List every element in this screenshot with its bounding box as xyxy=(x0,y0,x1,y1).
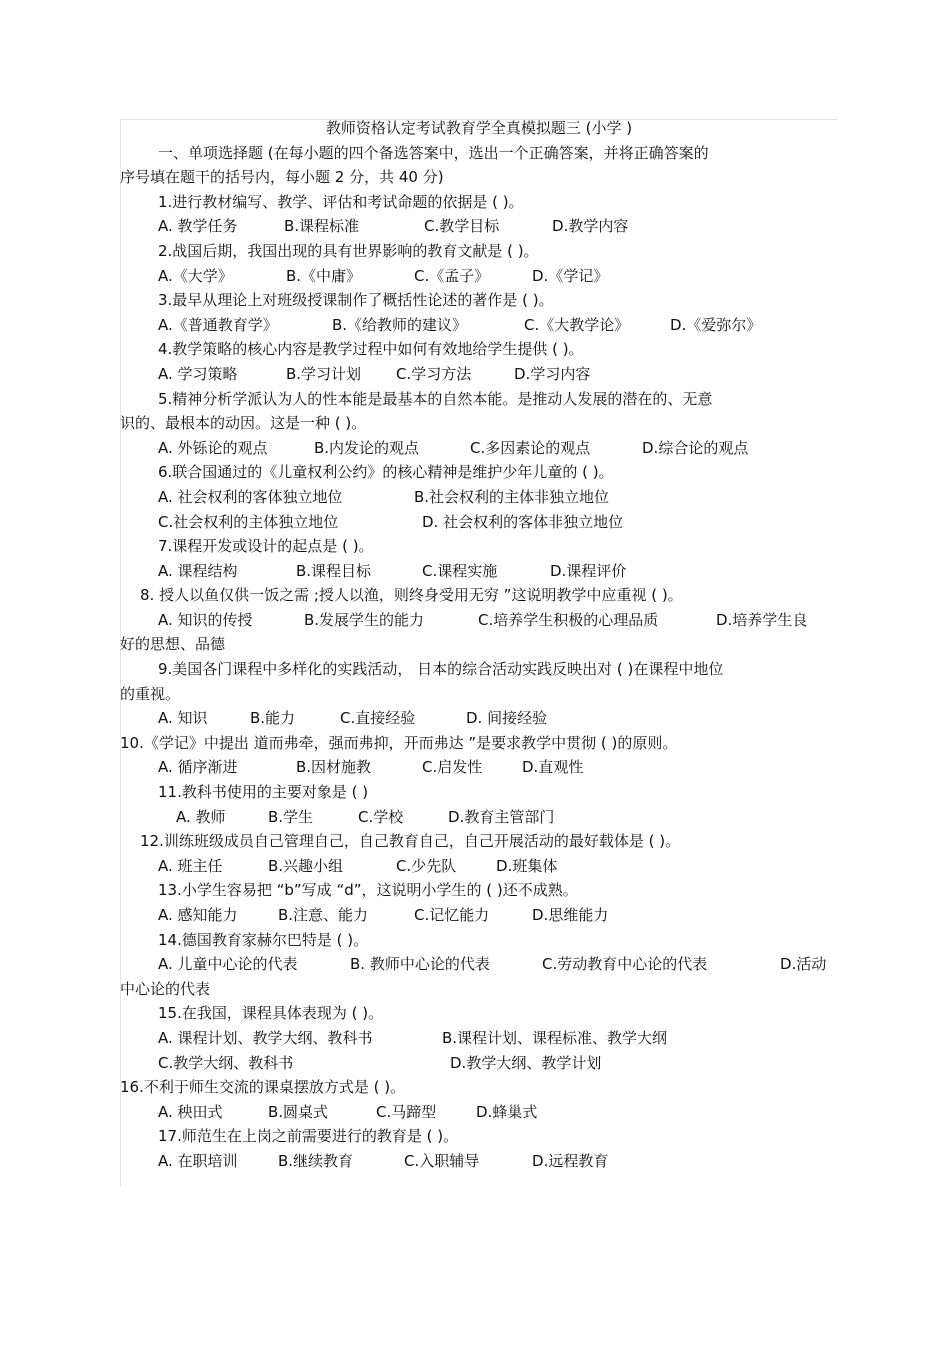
document-page xyxy=(120,116,838,1174)
question-6-stem: 6.联合国通过的《儿童权利公约》的核心精神是维护少年儿童的 ( )。 xyxy=(158,463,614,482)
option-b: B.因材施教 xyxy=(296,758,372,777)
question-6-options-row2 xyxy=(120,510,838,535)
document-title: 教师资格认定考试教育学全真模拟题三 (小学 ) xyxy=(325,119,633,137)
question-14-stem: 14.德国教育家赫尔巴特是 ( )。 xyxy=(158,930,369,949)
option-b: B.圆桌式 xyxy=(268,1102,329,1121)
question-1-options xyxy=(120,214,838,239)
section-heading xyxy=(120,141,838,190)
option-a: A.《大学》 xyxy=(158,266,233,285)
option-a: A. 课程计划、教学大纲、教科书 xyxy=(158,1028,373,1047)
option-d: D.直观性 xyxy=(522,758,584,777)
option-c: C.马蹄型 xyxy=(376,1102,437,1121)
question-3-options xyxy=(120,313,838,338)
option-d: D.活动 xyxy=(780,955,827,974)
option-d: D.教育主管部门 xyxy=(448,807,555,826)
option-d: D. 社会权利的客体非独立地位 xyxy=(422,512,624,531)
question-8-options xyxy=(120,608,838,657)
question-15-options-row2 xyxy=(120,1051,838,1076)
option-a: A. 教学任务 xyxy=(158,217,238,236)
question-15-options-row1 xyxy=(120,1026,838,1051)
question-17-stem: 17.师范生在上岗之前需要进行的教育是 ( )。 xyxy=(158,1127,459,1146)
option-b: B.内发论的观点 xyxy=(314,438,420,457)
question-13-options xyxy=(120,903,838,928)
option-c: C.启发性 xyxy=(422,758,483,777)
question-14-options-continued: 中心论的代表 xyxy=(120,979,211,998)
question-8-options-continued: 好的思想、品德 xyxy=(120,635,226,654)
question-16-stem: 16.不利于师生交流的课桌摆放方式是 ( )。 xyxy=(120,1078,406,1097)
question-17-options xyxy=(120,1149,838,1174)
question-9-stem xyxy=(120,657,838,706)
option-b: B.兴趣小组 xyxy=(268,856,344,875)
question-14-options xyxy=(120,952,838,1001)
question-15-stem: 15.在我国，课程具体表现为 ( )。 xyxy=(158,1004,384,1023)
question-2-stem: 2.战国后期，我国出现的具有世界影响的教育文献是 ( )。 xyxy=(158,241,539,260)
option-c: C.《大教学论》 xyxy=(524,315,630,334)
option-a: A. 教师 xyxy=(176,807,226,826)
option-d: D.课程评价 xyxy=(550,561,627,580)
option-a: A. 儿童中心论的代表 xyxy=(158,955,298,974)
option-d: D. 间接经验 xyxy=(466,709,548,728)
option-a: A. 社会权利的客体独立地位 xyxy=(158,487,343,506)
section-heading-line1: 一、单项选择题 (在每小题的四个备选答案中，选出一个正确答案，并将正确答案的 xyxy=(158,143,709,162)
option-a: A. 知识 xyxy=(158,709,208,728)
question-6-options-row1 xyxy=(120,485,838,510)
option-a: A. 外铄论的观点 xyxy=(158,438,268,457)
option-a: A. 感知能力 xyxy=(158,906,238,924)
option-b: B.社会权利的主体非独立地位 xyxy=(414,487,610,506)
option-c: C.社会权利的主体独立地位 xyxy=(158,512,339,531)
option-b: B.发展学生的能力 xyxy=(304,610,425,629)
option-a: A. 秧田式 xyxy=(158,1102,223,1121)
option-c: C.多因素论的观点 xyxy=(470,438,591,457)
option-b: B.能力 xyxy=(250,709,296,728)
question-9-stem-line1: 9.美国各门课程中多样化的实践活动， 日本的综合活动实践反映出对 ( )在课程中地位 xyxy=(158,660,724,679)
option-b: B.课程标准 xyxy=(284,217,360,236)
question-11-stem: 11.教科书使用的主要对象是 ( ) xyxy=(158,783,369,802)
option-c: C.学校 xyxy=(358,807,404,826)
question-16-options xyxy=(120,1100,838,1125)
question-5-options xyxy=(120,436,838,461)
option-d: D.《学记》 xyxy=(532,266,609,285)
option-a: A. 学习策略 xyxy=(158,364,238,383)
question-9-options xyxy=(120,706,838,731)
option-c: C.培养学生积极的心理品质 xyxy=(478,610,659,629)
option-c: C.教学大纲、教科书 xyxy=(158,1053,294,1072)
option-c: C.课程实施 xyxy=(422,561,498,580)
option-a: A.《普通教育学》 xyxy=(158,315,278,334)
question-13-stem: 13.小学生容易把 “b”写成 “d”，这说明小学生的 ( )还不成熟。 xyxy=(158,881,578,900)
option-b: B.学习计划 xyxy=(286,364,362,383)
option-b: B.《中庸》 xyxy=(286,266,362,285)
question-7-options xyxy=(120,559,838,584)
question-3-stem: 3.最早从理论上对班级授课制作了概括性论述的著作是 ( )。 xyxy=(158,291,554,310)
option-d: D.教学大纲、教学计划 xyxy=(450,1053,602,1072)
question-5-stem-line2: 识的、最根本的动因。这是一种 ( )。 xyxy=(120,414,367,433)
option-b: B. 教师中心论的代表 xyxy=(350,955,490,974)
option-d: D.班集体 xyxy=(496,856,558,875)
option-c: C.直接经验 xyxy=(340,709,416,728)
option-b: B.学生 xyxy=(268,807,314,826)
option-d: D.远程教育 xyxy=(532,1151,609,1170)
option-d: D.学习内容 xyxy=(514,364,591,383)
option-a: A. 知识的传授 xyxy=(158,610,253,629)
option-c: C.少先队 xyxy=(396,856,457,875)
question-10-stem: 10.《学记》中提出 道而弗牵，强而弗抑，开而弗达 ”是要求教学中贯彻 ( )的原则。 xyxy=(120,733,678,752)
option-d: D.蜂巢式 xyxy=(476,1102,538,1121)
option-d: D.综合论的观点 xyxy=(642,438,749,457)
option-c: C.学习方法 xyxy=(396,364,472,383)
option-c: C.入职辅导 xyxy=(404,1151,480,1170)
question-5-stem xyxy=(120,387,838,436)
option-a: A. 循序渐进 xyxy=(158,758,238,777)
question-1-stem: 1.进行教材编写、教学、评估和考试命题的依据是 ( )。 xyxy=(158,192,524,211)
question-4-options xyxy=(120,362,838,387)
option-b: B.继续教育 xyxy=(278,1151,354,1170)
question-11-options xyxy=(120,805,838,830)
option-b: B.《给教师的建议》 xyxy=(332,315,468,334)
option-c: C.劳动教育中心论的代表 xyxy=(542,955,708,974)
option-b: B.课程计划、课程标准、教学大纲 xyxy=(442,1028,668,1047)
option-b: B.注意、能力 xyxy=(278,906,369,924)
option-c: C.记忆能力 xyxy=(414,906,490,924)
question-8-stem: 8. 授人以鱼仅供一饭之需 ;授人以渔，则终身受用无穷 ”这说明教学中应重视 ( )。 xyxy=(140,586,683,605)
question-7-stem: 7.课程开发或设计的起点是 ( )。 xyxy=(158,537,374,556)
option-d: D.思维能力 xyxy=(532,906,609,924)
question-10-options xyxy=(120,755,838,780)
question-2-options xyxy=(120,264,838,289)
question-12-stem: 12.训练班级成员自己管理自己，自己教育自己，自己开展活动的最好载体是 ( )。 xyxy=(140,832,681,851)
option-c: C.教学目标 xyxy=(424,217,500,236)
option-a: A. 课程结构 xyxy=(158,561,238,580)
option-d: D.培养学生良 xyxy=(716,610,808,629)
question-4-stem: 4.教学策略的核心内容是教学过程中如何有效地给学生提供 ( )。 xyxy=(158,340,584,359)
question-9-stem-line2: 的重视。 xyxy=(120,684,181,703)
option-a: A. 在职培训 xyxy=(158,1151,238,1170)
option-b: B.课程目标 xyxy=(296,561,372,580)
option-c: C.《孟子》 xyxy=(414,266,490,285)
section-heading-line2: 序号填在题干的括号内，每小题 2 分，共 40 分) xyxy=(120,168,444,187)
question-12-options xyxy=(120,854,838,879)
option-d: D.教学内容 xyxy=(552,217,629,236)
question-5-stem-line1: 5.精神分析学派认为人的性本能是最基本的自然本能。是推动人发展的潜在的、无意 xyxy=(158,389,713,408)
option-a: A. 班主任 xyxy=(158,856,223,875)
option-d: D.《爱弥尔》 xyxy=(670,315,762,334)
